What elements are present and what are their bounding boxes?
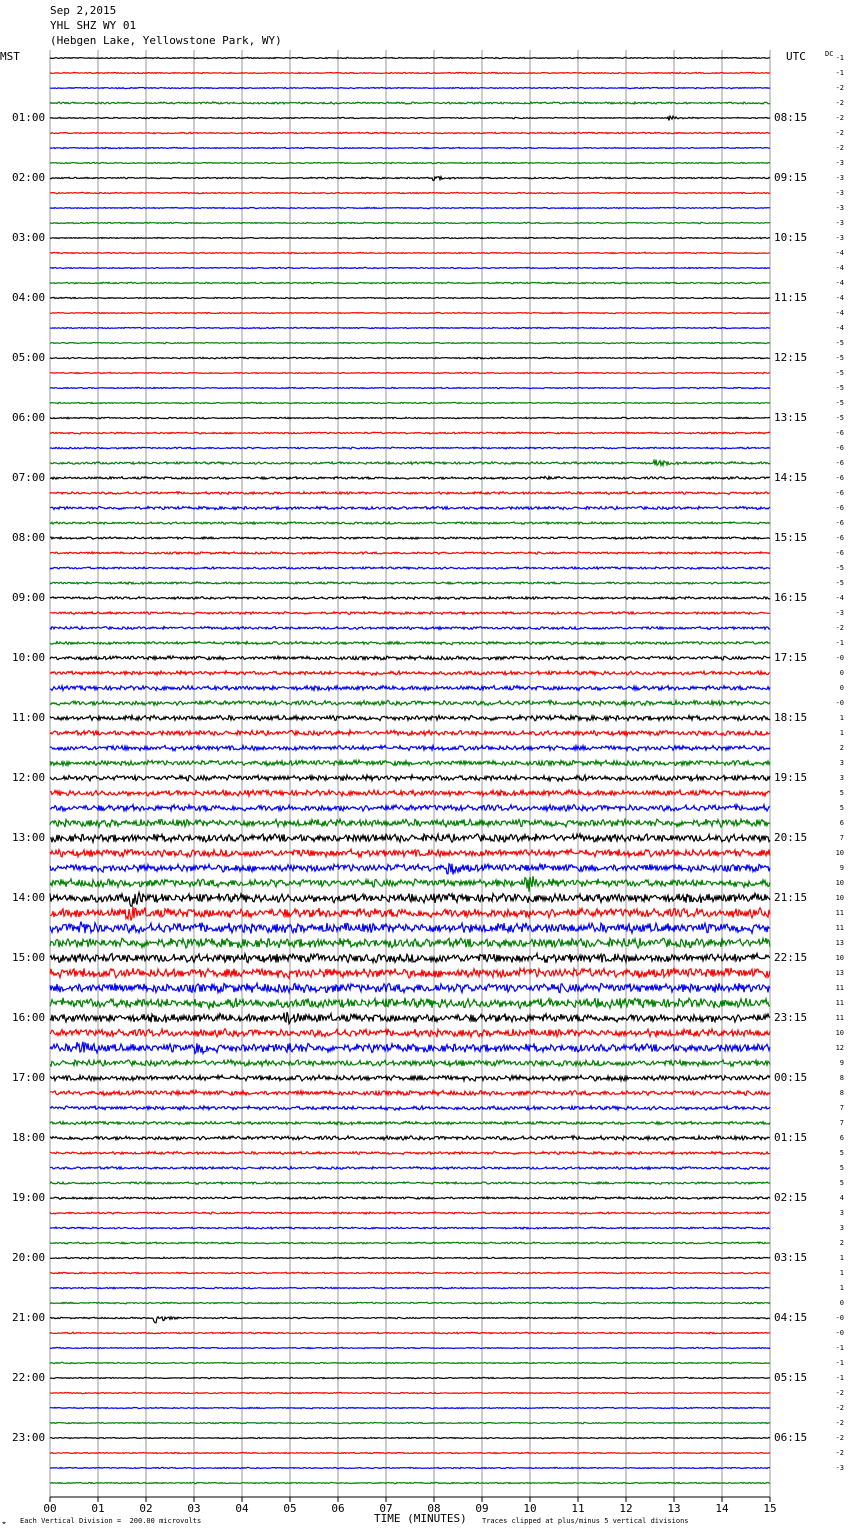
- trace-row-72: [50, 1136, 770, 1140]
- dc-label: DC: [825, 50, 834, 58]
- x-tick-label-11: 11: [571, 1502, 585, 1515]
- trace-row-76: [50, 1197, 770, 1199]
- x-tick-label-2: 02: [139, 1502, 153, 1515]
- trace-row-86: [50, 1347, 770, 1348]
- trace-row-44: [50, 715, 770, 720]
- x-tick-label-9: 09: [475, 1502, 489, 1515]
- trace-row-50: [50, 805, 770, 812]
- dc-offset-label: 11: [835, 984, 844, 992]
- trace-row-16: [50, 297, 770, 298]
- dc-offset-label: -6: [835, 519, 844, 527]
- dc-offset-label: 1: [839, 729, 844, 737]
- dc-offset-label: 6: [839, 819, 844, 827]
- dc-offset-label: 9: [839, 1059, 844, 1067]
- dc-offset-label: -3: [835, 219, 844, 227]
- dc-offset-label: -4: [835, 249, 844, 257]
- trace-row-42: [50, 686, 770, 691]
- trace-row-66: [50, 1042, 770, 1054]
- right-hour-label: 06:15: [774, 1431, 808, 1444]
- dc-offset-label: 10: [835, 894, 844, 902]
- dc-offset-label: -5: [835, 579, 844, 587]
- trace-row-90: [50, 1407, 770, 1408]
- trace-row-7: [50, 162, 770, 163]
- trace-row-85: [50, 1332, 770, 1334]
- dc-offset-label: -0: [835, 1314, 844, 1322]
- right-hour-label: 19:15: [774, 771, 808, 784]
- dc-offset-label: 11: [835, 1014, 844, 1022]
- dc-offset-label: 10: [835, 879, 844, 887]
- trace-row-77: [50, 1212, 770, 1214]
- trace-row-93: [50, 1452, 770, 1453]
- dc-offset-label: -6: [835, 534, 844, 542]
- right-hour-label: 23:15: [774, 1011, 808, 1024]
- right-hour-label: 22:15: [774, 951, 808, 964]
- trace-row-88: [50, 1377, 770, 1378]
- dc-offset-label: 6: [839, 1134, 844, 1142]
- trace-row-89: [50, 1392, 770, 1393]
- left-hour-label: 20:00: [12, 1251, 46, 1264]
- x-tick-label-14: 14: [715, 1502, 729, 1515]
- trace-row-12: [50, 237, 770, 238]
- dc-offset-label: -1: [835, 639, 844, 647]
- right-hour-label: 20:15: [774, 831, 808, 844]
- trace-row-18: [50, 327, 770, 328]
- dc-offset-label: 7: [839, 1119, 844, 1127]
- footer-scale-note: Each Vertical Division = 200.00 microvolts: [20, 1517, 202, 1525]
- trace-row-23: [50, 402, 770, 403]
- trace-row-38: [50, 627, 770, 630]
- dc-offset-label: -5: [835, 414, 844, 422]
- dc-offset-label: -1: [835, 69, 844, 77]
- x-tick-label-6: 06: [331, 1502, 345, 1515]
- x-tick-label-1: 01: [91, 1502, 105, 1515]
- right-timezone-label: UTC: [786, 50, 806, 63]
- trace-row-51: [50, 819, 770, 827]
- dc-offset-label: 1: [839, 714, 844, 722]
- header-station: YHL SHZ WY 01: [50, 19, 137, 32]
- trace-row-63: [50, 998, 770, 1009]
- dc-offset-label: 1: [839, 1284, 844, 1292]
- trace-row-9: [50, 192, 770, 193]
- trace-row-11: [50, 222, 770, 223]
- dc-offset-label: -2: [835, 1449, 844, 1457]
- trace-row-2: [50, 87, 770, 88]
- left-hour-label: 06:00: [12, 411, 46, 424]
- header-date: Sep 2,2015: [50, 4, 117, 17]
- trace-row-75: [50, 1182, 770, 1184]
- dc-offset-label: -2: [835, 1419, 844, 1427]
- trace-row-74: [50, 1167, 770, 1170]
- dc-offset-label: 0: [839, 684, 844, 692]
- dc-offset-label: 8: [839, 1074, 844, 1082]
- dc-offset-label: -3: [835, 204, 844, 212]
- left-hour-label: 01:00: [12, 111, 46, 124]
- dc-offset-label: -2: [835, 1434, 844, 1442]
- trace-row-53: [50, 849, 770, 857]
- dc-offset-label: -6: [835, 474, 844, 482]
- dc-offset-label: 13: [835, 969, 844, 977]
- left-hour-label: 17:00: [12, 1071, 46, 1084]
- trace-row-47: [50, 760, 770, 766]
- x-tick-label-7: 07: [379, 1502, 393, 1515]
- dc-offset-label: -2: [835, 1389, 844, 1397]
- trace-row-59: [50, 938, 770, 948]
- dc-offset-label: -5: [835, 384, 844, 392]
- trace-row-56: [50, 893, 770, 907]
- right-hour-label: 03:15: [774, 1251, 808, 1264]
- trace-row-55: [50, 876, 770, 892]
- trace-row-40: [50, 656, 770, 660]
- dc-offset-label: 8: [839, 1089, 844, 1097]
- dc-offset-label: 5: [839, 1164, 844, 1172]
- dc-offset-label: 13: [835, 939, 844, 947]
- right-hour-label: 18:15: [774, 711, 808, 724]
- right-hour-label: 17:15: [774, 651, 808, 664]
- trace-row-32: [50, 537, 770, 539]
- trace-row-58: [50, 922, 770, 934]
- dc-offset-label: 0: [839, 669, 844, 677]
- trace-row-34: [50, 567, 770, 569]
- dc-offset-label: -2: [835, 144, 844, 152]
- trace-row-4: [50, 116, 770, 120]
- dc-offset-label: -6: [835, 444, 844, 452]
- dc-offset-label: 11: [835, 999, 844, 1007]
- x-tick-label-12: 12: [619, 1502, 633, 1515]
- dc-offset-label: 4: [839, 1194, 844, 1202]
- trace-row-81: [50, 1272, 770, 1274]
- trace-row-26: [50, 447, 770, 449]
- trace-row-46: [50, 746, 770, 751]
- trace-row-45: [50, 730, 770, 735]
- trace-row-15: [50, 282, 770, 284]
- trace-row-83: [50, 1302, 770, 1304]
- left-hour-label: 04:00: [12, 291, 46, 304]
- left-hour-label: 08:00: [12, 531, 46, 544]
- trace-row-29: [50, 492, 770, 495]
- right-hour-label: 21:15: [774, 891, 808, 904]
- trace-row-31: [50, 522, 770, 524]
- left-hour-label: 07:00: [12, 471, 46, 484]
- dc-offset-label: -6: [835, 504, 844, 512]
- dc-offset-label: -3: [835, 1464, 844, 1472]
- trace-row-68: [50, 1075, 770, 1081]
- dc-offset-label: 12: [835, 1044, 844, 1052]
- dc-offset-label: -2: [835, 129, 844, 137]
- trace-row-20: [50, 357, 770, 359]
- left-hour-label: 12:00: [12, 771, 46, 784]
- dc-offset-label: -5: [835, 399, 844, 407]
- dc-offset-label: -4: [835, 264, 844, 272]
- trace-row-0: [50, 57, 770, 58]
- x-tick-label-8: 08: [427, 1502, 441, 1515]
- dc-offset-label: 1: [839, 1254, 844, 1262]
- trace-row-10: [50, 207, 770, 208]
- dc-offset-label: -5: [835, 354, 844, 362]
- dc-offset-label: 10: [835, 954, 844, 962]
- trace-row-21: [50, 372, 770, 373]
- trace-row-64: [50, 1012, 770, 1024]
- dc-offset-label: -3: [835, 609, 844, 617]
- dc-offset-label: 11: [835, 924, 844, 932]
- right-hour-label: 13:15: [774, 411, 808, 424]
- x-tick-label-0: 00: [43, 1502, 57, 1515]
- dc-offset-label: 1: [839, 1269, 844, 1277]
- left-hour-label: 13:00: [12, 831, 46, 844]
- x-axis-title: TIME (MINUTES): [374, 1512, 467, 1525]
- trace-row-24: [50, 417, 770, 419]
- right-hour-label: 05:15: [774, 1371, 808, 1384]
- dc-offset-label: -6: [835, 489, 844, 497]
- dc-offset-label: -4: [835, 294, 844, 302]
- dc-offset-label: -3: [835, 234, 844, 242]
- left-hour-label: 10:00: [12, 651, 46, 664]
- dc-offset-label: -2: [835, 114, 844, 122]
- left-hour-label: 18:00: [12, 1131, 46, 1144]
- trace-row-69: [50, 1090, 770, 1095]
- left-hour-label: 14:00: [12, 891, 46, 904]
- x-tick-label-13: 13: [667, 1502, 681, 1515]
- right-hour-label: 08:15: [774, 111, 808, 124]
- dc-offset-label: 9: [839, 864, 844, 872]
- trace-row-14: [50, 267, 770, 268]
- x-tick-label-4: 04: [235, 1502, 249, 1515]
- dc-offset-label: -1: [835, 1344, 844, 1352]
- trace-row-84: [50, 1317, 770, 1323]
- trace-row-73: [50, 1152, 770, 1155]
- dc-offset-label: 7: [839, 1104, 844, 1112]
- dc-offset-label: 3: [839, 759, 844, 767]
- trace-row-82: [50, 1287, 770, 1289]
- dc-offset-label: 11: [835, 909, 844, 917]
- trace-row-35: [50, 582, 770, 584]
- trace-row-87: [50, 1362, 770, 1363]
- right-hour-label: 16:15: [774, 591, 808, 604]
- dc-offset-label: 3: [839, 1224, 844, 1232]
- trace-row-33: [50, 552, 770, 554]
- trace-row-52: [50, 834, 770, 843]
- left-hour-label: 15:00: [12, 951, 46, 964]
- right-hour-label: 14:15: [774, 471, 808, 484]
- trace-row-3: [50, 102, 770, 104]
- dc-offset-label: 10: [835, 849, 844, 857]
- dc-offset-label: -6: [835, 549, 844, 557]
- left-hour-label: 03:00: [12, 231, 46, 244]
- trace-row-95: [50, 1482, 770, 1483]
- dc-offset-label: -1: [835, 1374, 844, 1382]
- dc-offset-label: -0: [835, 1329, 844, 1337]
- trace-row-19: [50, 342, 770, 343]
- dc-offset-label: 5: [839, 804, 844, 812]
- dc-offset-label: -3: [835, 189, 844, 197]
- right-hour-label: 04:15: [774, 1311, 808, 1324]
- dc-offset-label: -1: [835, 1359, 844, 1367]
- trace-row-36: [50, 597, 770, 600]
- trace-row-54: [50, 864, 770, 875]
- footer-scale-marker: ⌖: [2, 1519, 6, 1527]
- dc-offset-label: 2: [839, 1239, 844, 1247]
- dc-offset-label: -4: [835, 594, 844, 602]
- right-hour-label: 01:15: [774, 1131, 808, 1144]
- trace-row-91: [50, 1422, 770, 1423]
- dc-offset-label: 3: [839, 1209, 844, 1217]
- trace-row-92: [50, 1437, 770, 1438]
- trace-row-80: [50, 1257, 770, 1259]
- dc-offset-label: -2: [835, 99, 844, 107]
- trace-row-94: [50, 1467, 770, 1468]
- trace-row-39: [50, 642, 770, 645]
- dc-offset-label: -5: [835, 339, 844, 347]
- trace-row-70: [50, 1106, 770, 1110]
- dc-offset-label: -6: [835, 459, 844, 467]
- dc-offset-label: 3: [839, 774, 844, 782]
- trace-row-79: [50, 1242, 770, 1244]
- trace-row-30: [50, 506, 770, 509]
- dc-offset-label: -4: [835, 324, 844, 332]
- left-hour-label: 16:00: [12, 1011, 46, 1024]
- dc-offset-label: 10: [835, 1029, 844, 1037]
- dc-offset-label: -6: [835, 429, 844, 437]
- trace-rows: [50, 57, 770, 1483]
- right-hour-label: 10:15: [774, 231, 808, 244]
- trace-row-13: [50, 252, 770, 253]
- right-hour-label: 11:15: [774, 291, 808, 304]
- trace-row-27: [50, 460, 770, 466]
- dc-offset-label: -3: [835, 174, 844, 182]
- trace-row-78: [50, 1227, 770, 1229]
- trace-row-6: [50, 147, 770, 148]
- trace-row-8: [50, 177, 770, 181]
- left-hour-label: 23:00: [12, 1431, 46, 1444]
- dc-offset-label: 2: [839, 744, 844, 752]
- x-tick-label-10: 10: [523, 1502, 537, 1515]
- x-tick-label-5: 05: [283, 1502, 297, 1515]
- footer-clip-note: Traces clipped at plus/minus 5 vertical divisions: [482, 1517, 689, 1525]
- trace-row-57: [50, 907, 770, 921]
- left-hour-label: 09:00: [12, 591, 46, 604]
- dc-offset-label: 5: [839, 1179, 844, 1187]
- left-hour-label: 22:00: [12, 1371, 46, 1384]
- x-tick-label-15: 15: [763, 1502, 777, 1515]
- trace-row-67: [50, 1060, 770, 1066]
- left-hour-label: 02:00: [12, 171, 46, 184]
- trace-row-1: [50, 72, 770, 73]
- trace-row-43: [50, 700, 770, 705]
- trace-row-28: [50, 476, 770, 479]
- trace-row-60: [50, 953, 770, 962]
- dc-offset-label: -5: [835, 564, 844, 572]
- dc-offset-label: -0: [835, 654, 844, 662]
- dc-offset-label: 7: [839, 834, 844, 842]
- left-hour-label: 21:00: [12, 1311, 46, 1324]
- dc-offset-label: -0: [835, 699, 844, 707]
- dc-offset-label: 5: [839, 1149, 844, 1157]
- dc-offset-label: -2: [835, 624, 844, 632]
- trace-row-37: [50, 612, 770, 615]
- trace-row-5: [50, 132, 770, 134]
- left-hour-label: 19:00: [12, 1191, 46, 1204]
- left-hour-label: 11:00: [12, 711, 46, 724]
- dc-offset-label: -4: [835, 309, 844, 317]
- dc-offset-label: 5: [839, 789, 844, 797]
- trace-row-22: [50, 387, 770, 388]
- x-tick-label-3: 03: [187, 1502, 201, 1515]
- dc-offset-label: -5: [835, 369, 844, 377]
- dc-offset-label: 0: [839, 1299, 844, 1307]
- dc-offset-label: -2: [835, 84, 844, 92]
- dc-offset-label: -1: [835, 54, 844, 62]
- trace-row-25: [50, 432, 770, 434]
- left-hour-label: 05:00: [12, 351, 46, 364]
- minute-gridlines: [50, 50, 770, 1497]
- header-location: (Hebgen Lake, Yellowstone Park, WY): [50, 34, 282, 47]
- right-hour-label: 09:15: [774, 171, 808, 184]
- trace-row-17: [50, 312, 770, 313]
- right-hour-label: 00:15: [774, 1071, 808, 1084]
- left-timezone-label: MST: [0, 50, 20, 63]
- right-hour-label: 02:15: [774, 1191, 808, 1204]
- trace-row-61: [50, 968, 770, 978]
- right-hour-label: 15:15: [774, 531, 808, 544]
- trace-row-41: [50, 671, 770, 675]
- trace-row-49: [50, 790, 770, 796]
- dc-offset-label: -2: [835, 1404, 844, 1412]
- trace-row-65: [50, 1029, 770, 1038]
- trace-row-48: [50, 775, 770, 781]
- dc-offset-label: -3: [835, 159, 844, 167]
- trace-row-71: [50, 1121, 770, 1124]
- dc-offset-label: -4: [835, 279, 844, 287]
- trace-row-62: [50, 983, 770, 993]
- right-hour-label: 12:15: [774, 351, 808, 364]
